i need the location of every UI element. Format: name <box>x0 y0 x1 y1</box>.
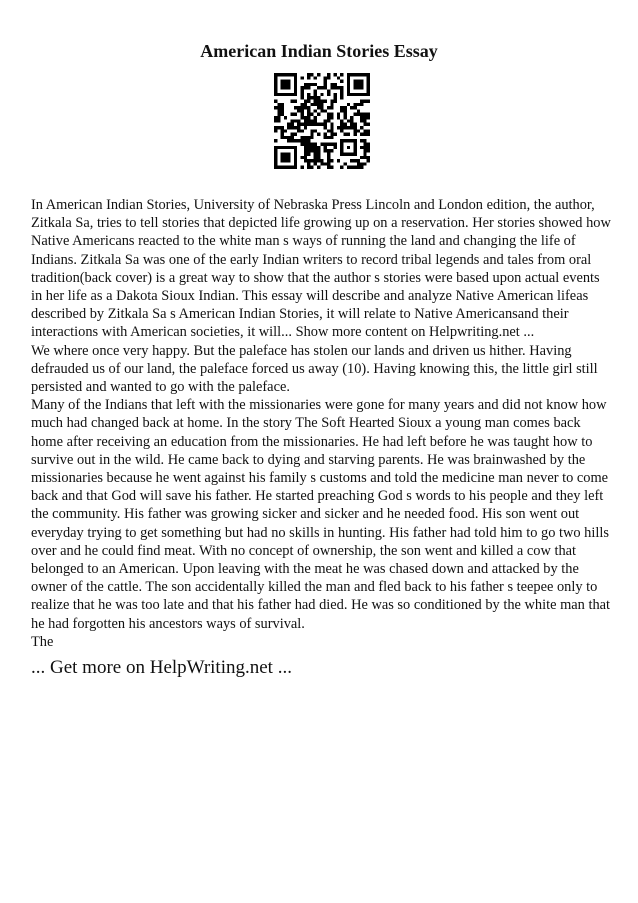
paragraph: Many of the Indians that left with the missionaries were gone for many years and did not know how much had changed back at home. In the story The Soft Hearted Sioux a young man comes back home after receiving an education from the missionaries. He had left before he was taught how to survive out in the wild. He came back to dying and starving parents. He was brainwashed by the missionaries because he went against his family s customs and told the medicine man never to come back and that God will save his father. He started preaching God s words to his people and they left the community. His father was growing sicker and sicker and he needed food. His son went out everyday trying to get something but had no skills in hunting. His father had told him to go two hills over and he could find meat. With no concept of ownership, the son went and killed a cow that belonged to an American. Upon leaving with the meat he was chased down and attacked by the owner of the cattle. The son accidentally killed the man and fled back to his father s teepee only to realize that he was too late and that his father had died. He was so conditioned by the white man that he had forgotten his ancestors ways of survival. <box>31 397 611 632</box>
essay-body <box>31 196 611 651</box>
paragraph: In American Indian Stories, University of Nebraska Press Lincoln and London edition, the author, Zitkala Sa, tries to tell stories that depicted life growing up on a reservation. Her stories showed how Native Americans reacted to the white man s ways of running the land and changing the life of Indians. Zitkala Sa was one of the early Indian writers to record tribal legends and tales from oral tradition(back cover) is a great way to show that the author s stories were based upon actual events in her life as a Dakota Sioux Indian. This essay will describe and analyze Native American lifeas described by Zitkala Sa s American Indian Stories, it will relate to Native Americansand their interactions with American societies, it will... Show more content on Helpwriting.net ... <box>31 197 611 341</box>
qr-code <box>274 73 370 169</box>
get-more-link[interactable]: ... Get more on HelpWriting.net ... <box>31 657 292 678</box>
paragraph: The <box>31 633 54 650</box>
page-title: American Indian Stories Essay <box>200 41 438 61</box>
paragraph: We where once very happy. But the paleface has stolen our lands and driven us hither. Having defrauded us of our land, the paleface forced us away (10). Having knowing this, the little girl still persisted and wanted to go with the paleface. <box>31 342 598 396</box>
